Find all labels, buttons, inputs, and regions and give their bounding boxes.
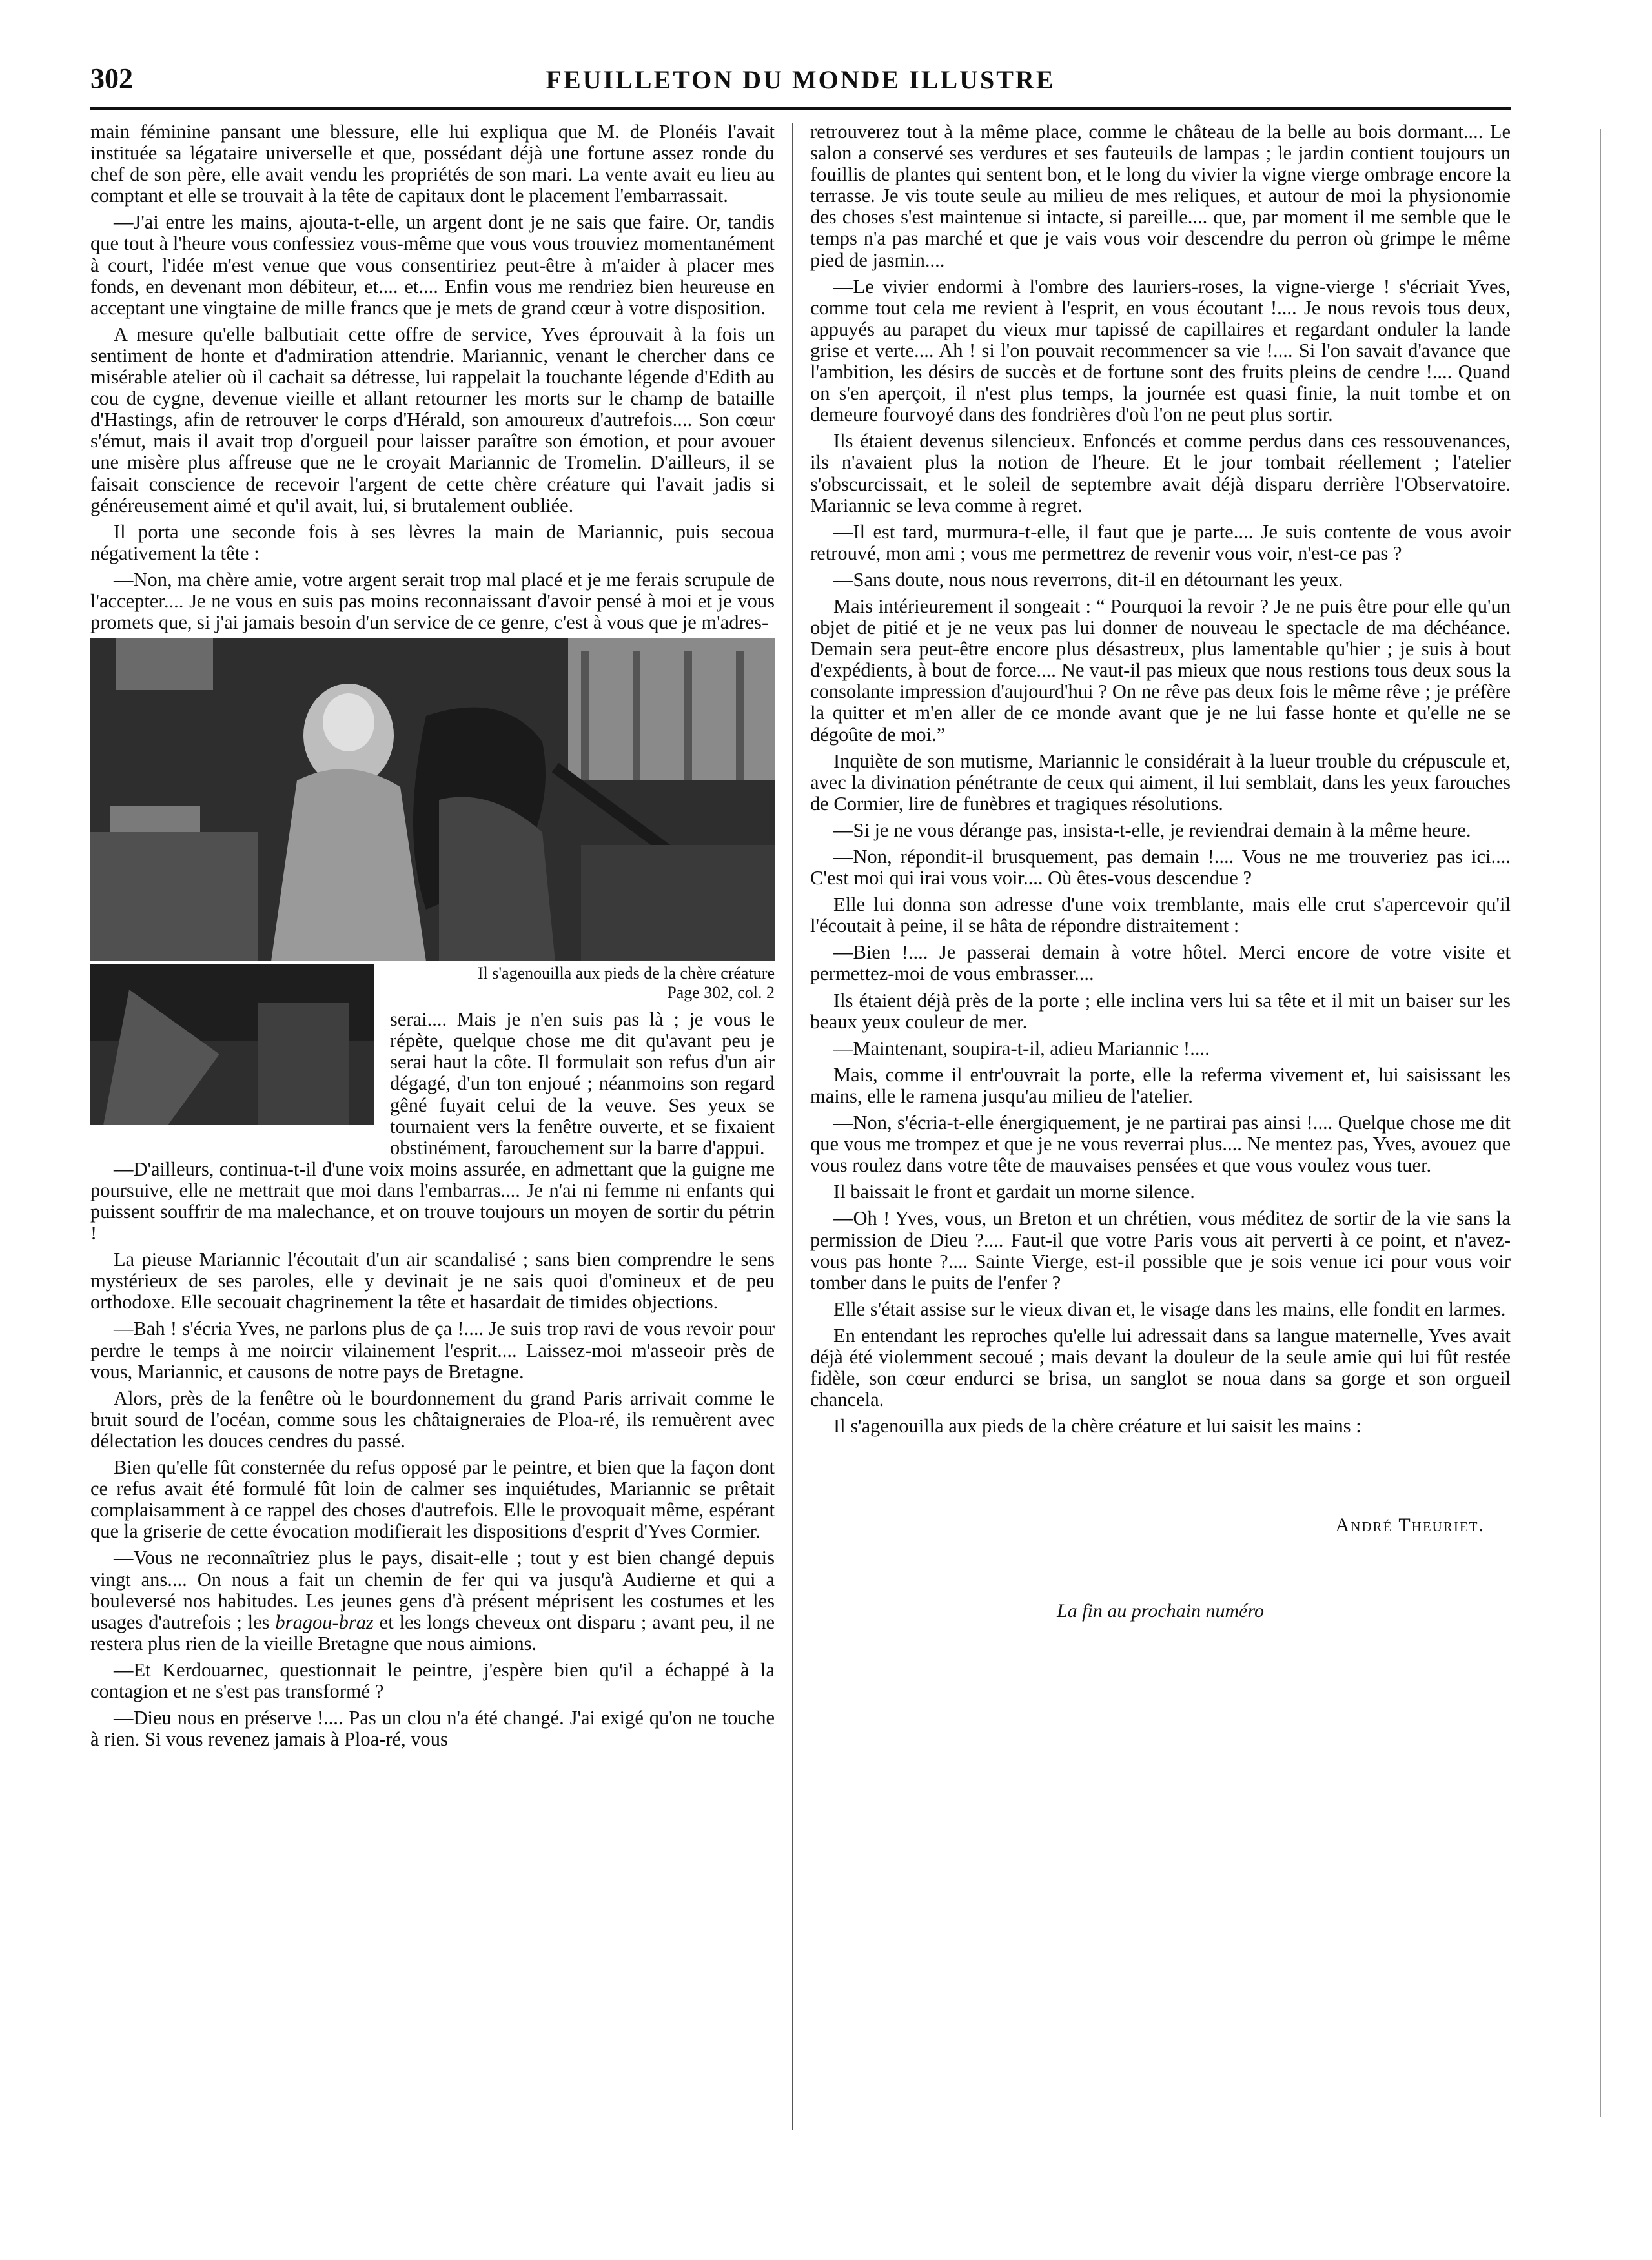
paragraph: Alors, près de la fenêtre où le bourdonnement du grand Paris arrivait comme le bruit sourd de l'océan, comme sous les châtaigneraies de Ploa-ré, ils remuèrent avec délectation les douces cendres du passé. — [90, 1387, 775, 1452]
running-title: FEUILLETON DU MONDE ILLUSTRE — [546, 65, 1055, 94]
paragraph: —Sans doute, nous nous reverrons, dit-il en détournant les yeux. — [833, 568, 1343, 591]
paragraph: —Non, ma chère amie, votre argent serait trop mal placé et je me ferais scrupule de l'accepter.... Je ne vous en suis pas moins reconnaissant d'avoir pensé à moi et je vous promets que, si j'ai jamais besoin d'un service de ce genre, c'est à vous que je m'adres- — [90, 568, 775, 634]
illustration-lower-row — [90, 964, 775, 1159]
caption-and-text — [374, 964, 775, 1159]
paragraph: —Il est tard, murmura-t-elle, il faut que je parte.... Je suis contente de vous avoir retrouvé, mon ami ; vous me permettrez de revenir vous voir, n'est-ce pas ? — [810, 520, 1511, 564]
paragraph: Il baissait le front et gardait un morne silence. — [833, 1181, 1195, 1203]
paragraph: main féminine pansant une blessure, elle lui expliqua que M. de Plonéis l'avait instituée sa légataire universelle et que, possédant déjà une fortune assez ronde du chef de son père, elle avait vendu les propriétés de son mari. La vente avait eu lieu au comptant et elle se trouvait à la tête de capitaux dont le placement l'embarrassait. — [90, 121, 775, 207]
paragraph: —Maintenant, soupira-t-il, adieu Mariannic !.... — [833, 1037, 1210, 1059]
paragraph: Elle lui donna son adresse d'une voix tremblante, mais elle crut s'apercevoir qu'il l'écoutait à peine, il se hâta de répondre distraitement : — [810, 893, 1511, 937]
paragraph-wrapped: serai.... Mais je n'en suis pas là ; je vous le répète, quelque chose me dit qu'avant peu je serai haut la côte. Il formulait son refus d'un air dégagé, d'un ton enjoué ; néanmoins son regard gêné fuyait celui de la veuve. Ses yeux se tournaient vers la fenêtre ouverte, et se fixaient obstinément, farouchement sur la barre d'appui. — [390, 1008, 775, 1159]
paragraph: Ils étaient devenus silencieux. Enfoncés et comme perdus dans ces ressouvenances, ils n'avaient plus la notion de l'heure. Et le jour tombait réellement ; l'atelier s'obscurcissait, et le soleil de septembre avait déjà disparu derrière l'Observatoire. Mariannic se leva comme à regret. — [810, 430, 1511, 516]
paragraph: —D'ailleurs, continua-t-il d'une voix moins assurée, en admettant que la guigne me poursuive, elle ne mettrait que moi dans l'embarras.... Je n'ai ni femme ni enfants qui puissent souffrir de ma malechance, et on trouve toujours un moyen de sortir du pétrin ! — [90, 1157, 775, 1245]
page-edge-line — [1600, 129, 1601, 2117]
paragraph: —Oh ! Yves, vous, un Breton et un chrétien, vous méditez de sortir de la vie sans la permission de Dieu ?.... Faut-il que votre Paris vous ait perverti à ce point, et n'avez-vous pas honte ?.... Sainte Vierge, est-il possible que je sois venue ici pour vous voir tomber dans le puits de l'enfer ? — [810, 1207, 1511, 1294]
author-signature: André Theuriet. — [1335, 1514, 1485, 1536]
paragraph: Ils étaient déjà près de la porte ; elle inclina vers lui sa tête et il mit un baiser sur les beaux yeux couleur de mer. — [810, 989, 1511, 1033]
text-run: —Vous ne reconnaîtriez plus le pays, disait-elle ; tout y est bien changé depuis vingt ans.... On nous a fait un chemin de fer qui va jusqu'à Audierne et qui a bouleversé nos habitudes. Les jeunes gens d'à présent méprisent les costumes et les usages d'autrefois ; les — [90, 1547, 775, 1633]
figure-caption — [390, 964, 775, 1003]
paragraph: —Et Kerdouarnec, questionnait le peintre, j'espère bien qu'il a échappé à la contagion et ne s'est pas transformé ? — [90, 1658, 775, 1702]
paragraph: —Bien !.... Je passerai demain à votre hôtel. Merci encore de votre visite et permettez-moi de vous embrasser.... — [810, 941, 1511, 985]
paragraph — [90, 1547, 775, 1654]
left-column — [90, 121, 775, 2135]
paragraph: —Le vivier endormi à l'ombre des lauriers-roses, la vigne-vierge ! s'écriait Yves, comme tout cela me revient à l'esprit, en vous écoutant !.... Je nous revois tous deux, appuyés au parapet du vieux mur tapissé de capillaires et regardant onduler la lande grise et verte.... Ah ! si l'on pouvait recommencer sa vie !.... Si l'on savait d'avance que l'ambition, les désirs de succès et de fortune sont des fruits pleins de cendre !.... Quand on s'en aperçoit, il n'est plus temps, la journée est quasi finie, la nuit tombe et on demeure fourvoyé dans des fondrières d'où l'on ne peut plus sortir. — [810, 275, 1511, 426]
text-run: et les longs cheveux ont disparu ; avant peu, il ne restera plus rien de la vieille Bretagne que nous aimions. — [90, 1611, 775, 1654]
paragraph: —Non, s'écria-t-elle énergiquement, je ne partirai pas ainsi !.... Quelque chose me dit que vous me trompez et que je ne vous reverrai plus.... Ne mentez pas, Yves, avouez que vous roulez dans votre tête de mauvaises pensées et que vous voulez vous tuer. — [810, 1112, 1511, 1177]
right-column — [810, 121, 1511, 2110]
paragraph: —Dieu nous en préserve !.... Pas un clou n'a été changé. J'ai exigé qu'on ne touche à rien. Si vous revenez jamais à Ploa-ré, vous — [90, 1707, 775, 1751]
figure-caption-line2: Page 302, col. 2 — [667, 983, 775, 1003]
paragraph: En entendant les reproches qu'elle lui adressait dans sa langue maternelle, Yves avait déjà été violemment secoué ; mais devant la douleur de la seule amie qui lui fût restée fidèle, son cœur endurci se brisa, un sanglot se noua dans sa gorge et son orgueil chancela. — [810, 1324, 1511, 1411]
paragraph: Il s'agenouilla aux pieds de la chère créature et lui saisit les mains : — [833, 1415, 1361, 1438]
page-number: 302 — [90, 63, 133, 94]
header-rule-thick — [90, 107, 1511, 110]
paragraph: —Si je ne vous dérange pas, insista-t-elle, je reviendrai demain à la même heure. — [833, 819, 1471, 841]
paragraph: —Bah ! s'écria Yves, ne parlons plus de ça !.... Je suis trop ravi de vous revoir pour perdre le temps à me noircir vilainement l'esprit.... Laissez-moi m'asseoir près de vous, Mariannic, et causons de notre pays de Bretagne. — [90, 1318, 775, 1383]
paragraph: retrouverez tout à la même place, comme le château de la belle au bois dormant.... Le salon a conservé ses verdures et ses fauteuils de lampas ; le jardin contient toujours un fouillis de plantes qui sentent bon, et le long du vivier la vigne vierge ombrage encore la terrasse. Je vis toute seule au milieu de mes reliques, et autour de moi la physionomie des choses s'est maintenue si intacte, si pareille.... que, par moment il me semble que le temps n'a pas marché et que je vais vous voir descendre du perron où grimpe le même pied de jasmin.... — [810, 121, 1511, 271]
page-header — [90, 62, 1511, 107]
paragraph: Mais, comme il entr'ouvrait la porte, elle la referma vivement et, lui saisissant les mains, elle le ramena jusqu'au milieu de l'atelier. — [810, 1063, 1511, 1107]
italic-term: bragou-braz — [275, 1611, 374, 1633]
paragraph: Elle s'était assise sur le vieux divan et, le visage dans les mains, elle fondit en larmes. — [833, 1298, 1506, 1320]
illustration-row — [90, 638, 775, 961]
figure-caption-line1: Il s'agenouilla aux pieds de la chère créature — [477, 964, 775, 983]
engraving-illustration-lower-icon — [90, 964, 374, 1125]
paragraph: La pieuse Mariannic l'écoutait d'un air scandalisé ; sans bien comprendre le sens mystérieux de ses paroles, elle y devinait je ne sais quoi d'omineux et de peu orthodoxe. Elle secouait chagrinement la tête et hasardait de timides objections. — [90, 1248, 775, 1314]
illustration-column — [90, 638, 775, 961]
paragraph: —J'ai entre les mains, ajouta-t-elle, un argent dont je ne sais que faire. Or, tandis que tout à l'heure vous confessiez vous-même que vous vous trouviez momentanément à court, l'idée m'est venue que vous consentiriez peut-être à m'aider à placer mes fonds, en devenant mon débiteur, et.... et.... Enfin vous me rendriez bien heureuse en acceptant une vingtaine de mille francs que je mets de grand cœur à votre disposition. — [90, 211, 775, 319]
continuation-note: La fin au prochain numéro — [1056, 1600, 1265, 1622]
paragraph: Bien qu'elle fût consternée du refus opposé par le peintre, et bien que la façon dont ce refus avait été formulé fût loin de calmer ses inquiétudes, Mariannic se prêtait complaisamment à ce rappel des choses d'autrefois. Elle le provoquait même, espérant que la griserie de cette évocation modifierait les dispositions d'esprit d'Yves Cormier. — [90, 1456, 775, 1543]
paragraph: —Non, répondit-il brusquement, pas demain !.... Vous ne me trouveriez pas ici.... C'est moi qui irai vous voir.... Où êtes-vous descendue ? — [810, 846, 1511, 890]
paragraph: A mesure qu'elle balbutiait cette offre de service, Yves éprouvait à la fois un sentiment de honte et d'admiration attendrie. Mariannic, venant le chercher dans ce misérable atelier où il cachait sa détresse, lui rappelait la touchante légende d'Edith au cou de cygne, devenue vieille et allant retourner les morts sur le champ de bataille d'Hastings, afin de retrouver le corps d'Hérald, son amoureux d'autrefois.... Son cœur s'émut, mais il avait trop d'orgueil pour laisser paraître son émotion, et pour avouer une misère plus affreuse que ne le croyait Mariannic de Tromelin. D'ailleurs, il se faisait conscience de recevoir l'argent de cette chère créature qui l'avait jadis si généreusement aimé et qu'il avait, lui, si brutalement oubliée. — [90, 323, 775, 516]
paragraph: Mais intérieurement il songeait : “ Pourquoi la revoir ? Je ne puis être pour elle qu'un objet de pitié et je ne veux pas lui donner de nouveau le spectacle de ma déchéance. Demain sera peut-être encore plus désastreux, plus lamentable qu'hier ; je suis à bout d'expédients, à bout de force.... Ne vaut-il pas mieux que nous restions tous deux sous la consolante impression d'aujourd'hui ? On ne rêve pas deux fois le même rêve ; je préfère la quitter et m'en aller de ce monde avant que je ne lui fasse honte et qu'elle ne se dégoûte de moi.” — [810, 595, 1511, 746]
paragraph: Il porta une seconde fois à ses lèvres la main de Mariannic, puis secoua négativement la tête : — [90, 520, 775, 564]
engraving-illustration-icon — [90, 638, 775, 961]
paragraph: Inquiète de son mutisme, Mariannic le considérait à la lueur trouble du crépuscule et, avec la divination pénétrante de ceux qui aiment, il lui semblait, dans les yeux farouches de Cormier, lire de funèbres et tragiques résolutions. — [810, 749, 1511, 815]
column-divider — [792, 123, 793, 2130]
illustration-block — [90, 638, 775, 1159]
